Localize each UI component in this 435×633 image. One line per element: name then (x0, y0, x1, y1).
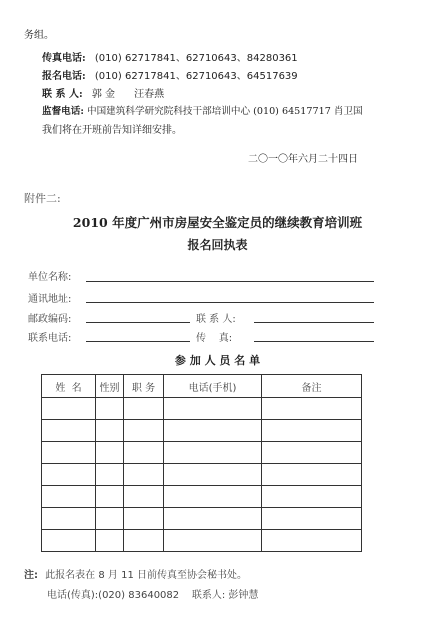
table-cell[interactable] (262, 398, 362, 420)
notice-date: 二〇一〇年六月二十四日 (248, 154, 358, 165)
table-cell[interactable] (164, 464, 262, 486)
supervise-value: 中国建筑科学研究院科技干部培训中心 (010) 64517717 肖卫国 (86, 106, 363, 117)
table-cell[interactable] (42, 398, 96, 420)
table-row (42, 486, 362, 508)
table-cell[interactable] (96, 442, 124, 464)
attachment-label: 附件二: (24, 192, 61, 205)
address-label: 通讯地址: (28, 294, 72, 305)
table-row (42, 420, 362, 442)
contact-names: 郭 金 汪春燕 (91, 89, 165, 100)
table-row (42, 464, 362, 486)
table-cell[interactable] (262, 486, 362, 508)
table-cell[interactable] (262, 464, 362, 486)
table-cell[interactable] (124, 486, 164, 508)
table-cell[interactable] (96, 420, 124, 442)
table-cell[interactable] (96, 398, 124, 420)
unit-input-line[interactable] (86, 281, 374, 282)
address-input-line[interactable] (86, 302, 374, 303)
table-cell[interactable] (164, 442, 262, 464)
fax-label: 传真电话: (42, 53, 86, 64)
table-cell[interactable] (262, 508, 362, 530)
contact-label: 联 系 人: (42, 89, 83, 100)
table-cell[interactable] (164, 530, 262, 552)
table-cell[interactable] (96, 486, 124, 508)
postcode-label: 邮政编码: (28, 314, 72, 325)
unit-label: 单位名称: (28, 272, 72, 283)
roster-title: 参 加 人 员 名 单 (174, 354, 261, 367)
supervise-label: 监督电话: (42, 106, 84, 117)
col-phone: 电话(手机) (164, 375, 262, 398)
roster-header-row (42, 375, 362, 398)
postcode-input-line[interactable] (86, 322, 190, 323)
form-title: 2010 年度广州市房屋安全鉴定员的继续教育培训班 (72, 215, 363, 230)
form-contact-label: 联 系 人: (196, 314, 236, 325)
col-title: 职 务 (124, 375, 164, 398)
signup-value: (010) 62717841、62710643、64517639 (94, 71, 298, 82)
notice-continuation: 务组。 (24, 30, 54, 41)
table-cell[interactable] (164, 420, 262, 442)
table-cell[interactable] (96, 530, 124, 552)
table-cell[interactable] (42, 464, 96, 486)
table-cell[interactable] (124, 530, 164, 552)
table-row (42, 442, 362, 464)
form-fax-input-line[interactable] (254, 341, 374, 342)
table-cell[interactable] (262, 442, 362, 464)
roster-table (41, 374, 362, 552)
form-subtitle: 报名回执表 (187, 238, 248, 252)
note-text: 此报名表在 8 月 11 日前传真至协会秘书处。 (45, 570, 247, 581)
col-remark: 备注 (262, 375, 362, 398)
table-cell[interactable] (124, 442, 164, 464)
table-row (42, 530, 362, 552)
table-cell[interactable] (96, 464, 124, 486)
phone-label: 联系电话: (28, 333, 72, 344)
table-cell[interactable] (42, 442, 96, 464)
closing-text: 我们将在开班前告知详细安排。 (42, 125, 182, 136)
contact-line (42, 85, 164, 100)
note-contact: 电话(传真):(020) 83640082 联系人: 彭钟慧 (47, 590, 259, 601)
table-cell[interactable] (124, 508, 164, 530)
fax-value: (010) 62717841、62710643、84280361 (94, 53, 298, 64)
note-line (24, 566, 247, 581)
table-cell[interactable] (42, 508, 96, 530)
table-cell[interactable] (164, 486, 262, 508)
table-cell[interactable] (262, 420, 362, 442)
note-label: 注: (24, 570, 38, 581)
table-cell[interactable] (96, 508, 124, 530)
table-cell[interactable] (124, 464, 164, 486)
phone-input-line[interactable] (86, 341, 190, 342)
table-row (42, 398, 362, 420)
supervise-line (42, 103, 363, 117)
signup-label: 报名电话: (42, 71, 86, 82)
signup-line (42, 67, 298, 82)
table-cell[interactable] (164, 508, 262, 530)
table-cell[interactable] (42, 420, 96, 442)
table-cell[interactable] (42, 486, 96, 508)
fax-line (42, 49, 298, 64)
table-cell[interactable] (262, 530, 362, 552)
table-cell[interactable] (124, 420, 164, 442)
col-gender: 性别 (96, 375, 124, 398)
table-cell[interactable] (42, 530, 96, 552)
table-row (42, 508, 362, 530)
col-name: 姓 名 (42, 375, 96, 398)
form-fax-label: 传 真: (196, 333, 233, 344)
table-cell[interactable] (164, 398, 262, 420)
table-cell[interactable] (124, 398, 164, 420)
form-contact-input-line[interactable] (254, 322, 374, 323)
